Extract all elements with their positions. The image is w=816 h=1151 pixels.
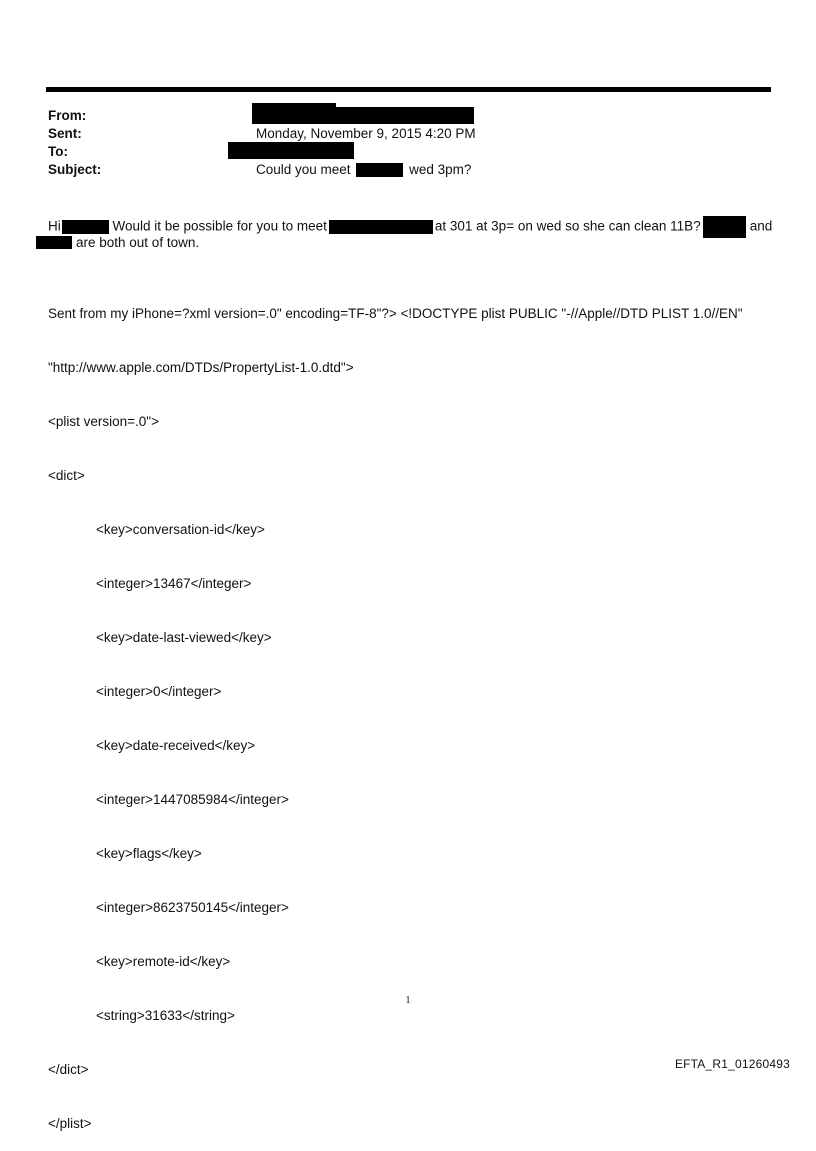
plist-line: <dict> bbox=[48, 468, 85, 483]
page-number: 1 bbox=[405, 995, 411, 1006]
plist-line: <string>31633</string> bbox=[96, 1008, 235, 1023]
subject-prefix: Could you meet bbox=[256, 162, 351, 177]
to-row bbox=[48, 143, 768, 161]
bates-number: EFTA_R1_01260493 bbox=[674, 1057, 790, 1071]
plist-line: Sent from my iPhone=?xml version=.0" encoding=TF-8"?> <!DOCTYPE plist PUBLIC "-//Apple//DTD PLIST 1.0//EN" bbox=[48, 306, 743, 321]
subject-value bbox=[256, 161, 471, 179]
greeting: Hi bbox=[48, 218, 61, 234]
name-redaction-2 bbox=[329, 220, 433, 234]
from-label: From: bbox=[48, 108, 87, 123]
subject-row bbox=[48, 161, 768, 179]
plist-line: <plist version=.0"> bbox=[48, 414, 159, 429]
plist-line: <key>date-received</key> bbox=[96, 738, 256, 753]
message-part-1: Would it be possible for you to meet bbox=[108, 218, 327, 234]
sent-row bbox=[48, 125, 768, 143]
plist-line: <key>flags</key> bbox=[96, 846, 202, 861]
message-part-2: at 301 at 3p= on wed so she can clean 11B? bbox=[434, 218, 701, 234]
plist-line: <key>date-last-viewed</key> bbox=[96, 630, 272, 645]
message-part-3: and bbox=[749, 218, 773, 234]
plist-line: "http://www.apple.com/DTDs/PropertyList-1.0.dtd"> bbox=[48, 360, 354, 375]
plist-block bbox=[48, 269, 743, 1151]
plist-line: <integer>0</integer> bbox=[96, 684, 222, 699]
plist-line: </plist> bbox=[48, 1116, 92, 1131]
message-line-2: are both out of town. bbox=[76, 235, 200, 250]
to-label: To: bbox=[48, 144, 68, 159]
subject-redaction bbox=[356, 163, 403, 177]
subject-suffix: wed 3pm? bbox=[409, 162, 472, 177]
header-rule bbox=[46, 87, 771, 92]
sent-label: Sent: bbox=[48, 126, 82, 141]
name-redaction-4 bbox=[36, 236, 72, 249]
plist-line: <integer>13467</integer> bbox=[96, 576, 252, 591]
plist-line: <integer>1447085984</integer> bbox=[96, 792, 289, 807]
subject-label: Subject: bbox=[48, 162, 102, 177]
name-redaction-3 bbox=[703, 216, 746, 238]
plist-line: </dict> bbox=[48, 1062, 89, 1077]
plist-line: <key>conversation-id</key> bbox=[96, 522, 265, 537]
plist-line: <key>remote-id</key> bbox=[96, 954, 231, 969]
to-redaction bbox=[228, 142, 354, 159]
sent-value: Monday, November 9, 2015 4:20 PM bbox=[256, 126, 476, 141]
name-redaction-1 bbox=[62, 220, 109, 234]
from-redaction bbox=[252, 107, 474, 124]
plist-line: <integer>8623750145</integer> bbox=[96, 900, 289, 915]
